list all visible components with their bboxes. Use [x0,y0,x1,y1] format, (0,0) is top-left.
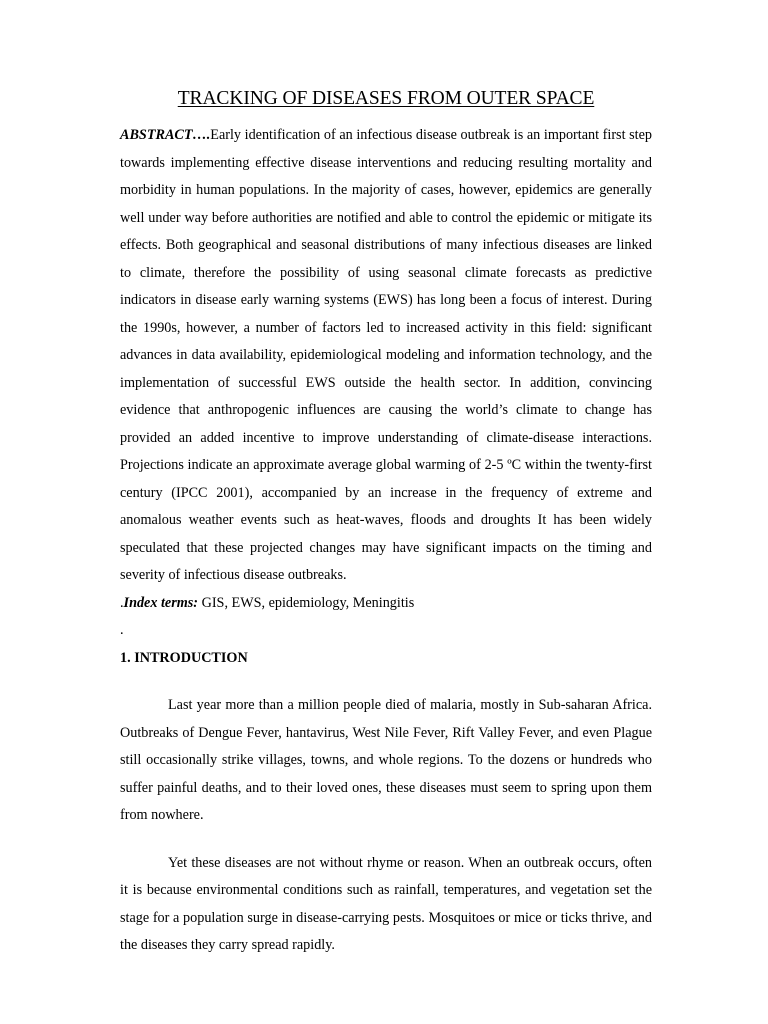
document-page [120,86,652,980]
document-title: TRACKING OF DISEASES FROM OUTER SPACE [177,88,595,109]
index-terms-prefix: . [120,594,124,611]
introduction-paragraph-2: Yet these diseases are not without rhyme or reason. When an outbreak occurs, often it is because environmental conditions such as rainfall, temperatures, and vegetation set the stage for a population surge in disease-carrying pests. Mosquitoes or mice or ticks thrive, and the diseases they carry spread rapidly. [120,854,652,953]
abstract-label: ABSTRACT…. [120,127,211,143]
index-terms-label: Index terms: [123,594,199,611]
abstract-paragraph [120,122,652,590]
stray-dot: . [120,622,124,638]
index-terms-line [120,590,652,618]
introduction-heading: 1. INTRODUCTION [120,649,248,666]
index-terms-text: GIS, EWS, epidemiology, Meningitis [198,594,415,611]
abstract-text: Early identification of an infectious disease outbreak is an important first step towards implementing effective disease interventions and reducing resulting mortality and morbidity in human populations. In the majority of cases, however, epidemics are generally well under way before authorities are notified and able to control the epidemic or mitigate its effects. Both geographical and seasonal distributions of many infectious diseases are linked to climate, therefore the possibility of using seasonal climate forecasts as predictive indicators in disease early warning systems (EWS) has long been a focus of interest. During the 1990s, however, a number of factors led to increased activity in this field: significant advances in data availability, epidemiological modeling and information technology, and the implementation of successful EWS outside the health sector. In addition, convincing evidence that anthropogenic influences are causing the world’s climate to change has provided an added incentive to improve understanding of climate-disease interactions. Projections indicate an approximate average global warming of 2-5 ºC within the twenty-first century (IPCC 2001), accompanied by an increase in the frequency of extreme and anomalous weather events such as heat-waves, floods and droughts It has been widely speculated that these projected changes may have significant impacts on the timing and severity of infectious disease outbreaks. [120,127,652,583]
introduction-paragraph-1: Last year more than a million people died of malaria, mostly in Sub-saharan Africa. Outbreaks of Dengue Fever, hantavirus, West Nile Fever, Rift Valley Fever, and even Plague still occasionally strike villages, towns, and whole regions. To the dozens or hundreds who suffer painful deaths, and to their loved ones, these diseases must seem to spring upon them from nowhere. [120,697,652,823]
